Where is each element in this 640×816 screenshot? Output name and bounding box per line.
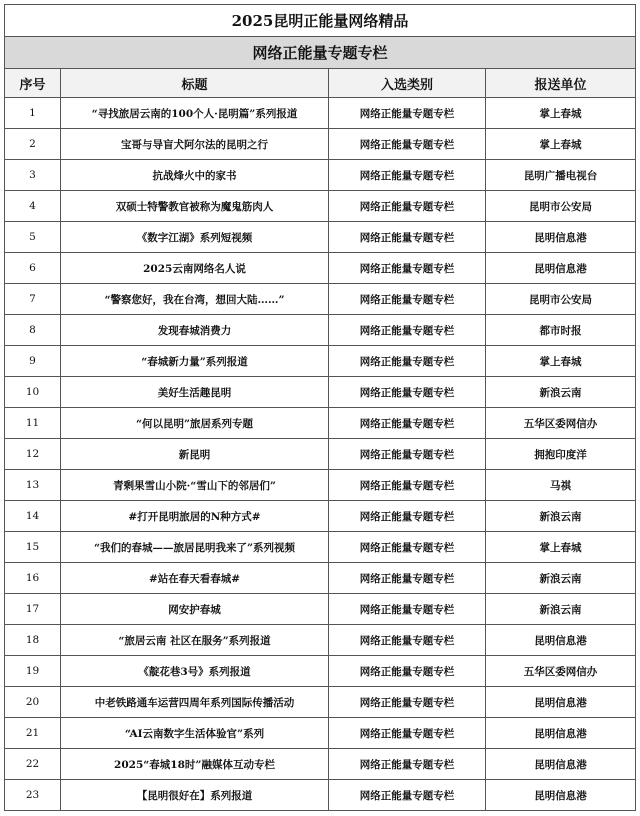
row-category: 网络正能量专题专栏 [329, 749, 486, 780]
row-title: “我们的春城——旅居昆明我来了”系列视频 [61, 532, 329, 563]
row-title: 【昆明很好在】系列报道 [61, 780, 329, 811]
table-row [5, 377, 636, 408]
row-category: 网络正能量专题专栏 [329, 315, 486, 346]
section-title: 网络正能量专题专栏 [5, 37, 636, 69]
row-number: 13 [5, 470, 61, 501]
table-row [5, 222, 636, 253]
page-title: 2025昆明正能量网络精品 [5, 5, 636, 37]
row-number: 11 [5, 408, 61, 439]
row-title: 《数字江湖》系列短视频 [61, 222, 329, 253]
table-row [5, 718, 636, 749]
row-category: 网络正能量专题专栏 [329, 656, 486, 687]
row-title: 发现春城消费力 [61, 315, 329, 346]
row-number: 4 [5, 191, 61, 222]
table-row [5, 470, 636, 501]
table-row [5, 532, 636, 563]
row-unit: 昆明信息港 [486, 687, 636, 718]
row-category: 网络正能量专题专栏 [329, 625, 486, 656]
row-unit: 新浪云南 [486, 377, 636, 408]
row-title: “寻找旅居云南的100个人·昆明篇”系列报道 [61, 98, 329, 129]
row-unit: 昆明信息港 [486, 253, 636, 284]
row-category: 网络正能量专题专栏 [329, 191, 486, 222]
row-unit: 昆明市公安局 [486, 191, 636, 222]
row-title: “何以昆明”旅居系列专题 [61, 408, 329, 439]
row-number: 18 [5, 625, 61, 656]
row-unit: 昆明信息港 [486, 222, 636, 253]
row-category: 网络正能量专题专栏 [329, 594, 486, 625]
row-unit: 掌上春城 [486, 129, 636, 160]
row-number: 9 [5, 346, 61, 377]
row-category: 网络正能量专题专栏 [329, 253, 486, 284]
table-row [5, 656, 636, 687]
table-row [5, 284, 636, 315]
row-title: #打开昆明旅居的N种方式# [61, 501, 329, 532]
row-category: 网络正能量专题专栏 [329, 780, 486, 811]
table-row [5, 129, 636, 160]
row-category: 网络正能量专题专栏 [329, 439, 486, 470]
row-title: 中老铁路通车运营四周年系列国际传播活动 [61, 687, 329, 718]
header-category: 入选类别 [329, 69, 486, 98]
row-number: 23 [5, 780, 61, 811]
row-category: 网络正能量专题专栏 [329, 222, 486, 253]
row-title: “春城新力量”系列报道 [61, 346, 329, 377]
row-number: 10 [5, 377, 61, 408]
row-title: “警察您好，我在台湾，想回大陆……” [61, 284, 329, 315]
table-row [5, 687, 636, 718]
row-number: 17 [5, 594, 61, 625]
row-number: 3 [5, 160, 61, 191]
row-number: 22 [5, 749, 61, 780]
row-unit: 拥抱印度洋 [486, 439, 636, 470]
row-unit: 昆明信息港 [486, 625, 636, 656]
row-number: 19 [5, 656, 61, 687]
row-title: 《靛花巷3号》系列报道 [61, 656, 329, 687]
table-row [5, 160, 636, 191]
row-category: 网络正能量专题专栏 [329, 129, 486, 160]
table-row [5, 253, 636, 284]
row-unit: 掌上春城 [486, 532, 636, 563]
row-number: 8 [5, 315, 61, 346]
table-row [5, 625, 636, 656]
row-number: 7 [5, 284, 61, 315]
row-unit: 昆明市公安局 [486, 284, 636, 315]
table-row [5, 749, 636, 780]
row-title: 青剩果雪山小院·“雪山下的邻居们” [61, 470, 329, 501]
row-unit: 掌上春城 [486, 98, 636, 129]
row-unit: 新浪云南 [486, 594, 636, 625]
row-number: 6 [5, 253, 61, 284]
header-title: 标题 [61, 69, 329, 98]
table-row [5, 346, 636, 377]
row-number: 5 [5, 222, 61, 253]
row-title: 抗战烽火中的家书 [61, 160, 329, 191]
row-title: #站在春天看春城# [61, 563, 329, 594]
row-category: 网络正能量专题专栏 [329, 532, 486, 563]
table-row [5, 594, 636, 625]
table-row [5, 315, 636, 346]
table-body [5, 98, 636, 811]
row-unit: 五华区委网信办 [486, 656, 636, 687]
row-unit: 新浪云南 [486, 501, 636, 532]
row-title: 美好生活趣昆明 [61, 377, 329, 408]
header-unit: 报送单位 [486, 69, 636, 98]
row-category: 网络正能量专题专栏 [329, 284, 486, 315]
works-table [4, 4, 636, 811]
row-number: 15 [5, 532, 61, 563]
table-row [5, 98, 636, 129]
header-no: 序号 [5, 69, 61, 98]
row-unit: 都市时报 [486, 315, 636, 346]
table-row [5, 408, 636, 439]
row-category: 网络正能量专题专栏 [329, 98, 486, 129]
row-number: 21 [5, 718, 61, 749]
row-title: 双硕士特警教官被称为魔鬼筋肉人 [61, 191, 329, 222]
row-category: 网络正能量专题专栏 [329, 563, 486, 594]
row-category: 网络正能量专题专栏 [329, 377, 486, 408]
table-row [5, 780, 636, 811]
row-category: 网络正能量专题专栏 [329, 687, 486, 718]
table-row [5, 191, 636, 222]
header-row [5, 69, 636, 98]
row-number: 14 [5, 501, 61, 532]
row-unit: 五华区委网信办 [486, 408, 636, 439]
row-category: 网络正能量专题专栏 [329, 408, 486, 439]
row-category: 网络正能量专题专栏 [329, 346, 486, 377]
row-unit: 昆明信息港 [486, 718, 636, 749]
row-category: 网络正能量专题专栏 [329, 470, 486, 501]
row-title: “AI云南数字生活体验官”系列 [61, 718, 329, 749]
row-number: 12 [5, 439, 61, 470]
row-unit: 昆明信息港 [486, 749, 636, 780]
row-title: 宝哥与导盲犬阿尔法的昆明之行 [61, 129, 329, 160]
row-number: 20 [5, 687, 61, 718]
table-row [5, 563, 636, 594]
table-row [5, 439, 636, 470]
row-unit: 昆明广播电视台 [486, 160, 636, 191]
row-title: 2025“春城18时”融媒体互动专栏 [61, 749, 329, 780]
row-title: 网安护春城 [61, 594, 329, 625]
table-row [5, 501, 636, 532]
row-title: 2025云南网络名人说 [61, 253, 329, 284]
row-number: 1 [5, 98, 61, 129]
row-title: 新昆明 [61, 439, 329, 470]
row-category: 网络正能量专题专栏 [329, 501, 486, 532]
row-title: “旅居云南 社区在服务”系列报道 [61, 625, 329, 656]
row-number: 16 [5, 563, 61, 594]
row-category: 网络正能量专题专栏 [329, 160, 486, 191]
row-number: 2 [5, 129, 61, 160]
row-unit: 掌上春城 [486, 346, 636, 377]
row-unit: 马祺 [486, 470, 636, 501]
row-unit: 昆明信息港 [486, 780, 636, 811]
row-unit: 新浪云南 [486, 563, 636, 594]
row-category: 网络正能量专题专栏 [329, 718, 486, 749]
